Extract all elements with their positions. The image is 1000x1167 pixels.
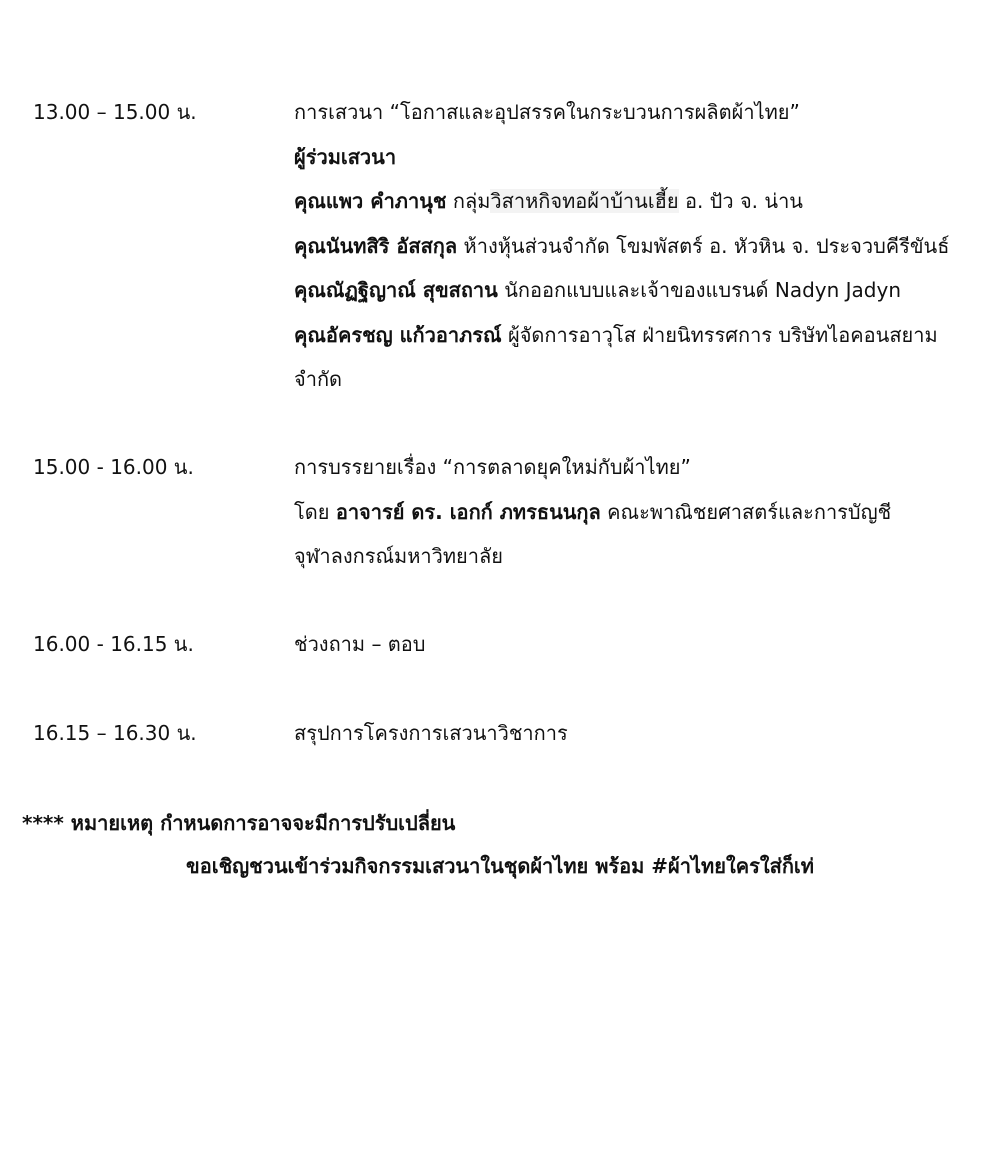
session-time: 15.00 - 16.00 น. [33, 455, 194, 479]
session-title: การบรรยายเรื่อง “การตลาดยุคใหม่กับผ้าไทย” [294, 455, 691, 479]
speaker-org-highlight: วิสาหกิจทอผ้าบ้านเฮี้ย [490, 189, 679, 213]
session-time: 16.15 – 16.30 น. [33, 721, 197, 745]
speaker-name: คุณอัครชญ แก้วอาภรณ์ [294, 322, 502, 347]
speaker-org: ผู้จัดการอาวุโส ฝ่ายนิทรรศการ บริษัทไอคอนสยาม [507, 322, 938, 347]
session-title: ช่วงถาม – ตอบ [294, 632, 426, 656]
speaker-line [294, 313, 984, 358]
speaker-line [294, 224, 984, 269]
panel-subheading: ผู้ร่วมเสวนา [294, 144, 397, 169]
session-time: 16.00 - 16.15 น. [33, 632, 194, 656]
lecturer-org: คณะพาณิชยศาสตร์และการบัญชี [607, 499, 892, 524]
session-content [294, 622, 984, 667]
speaker-name: คุณแพว คำภานุช [294, 189, 447, 213]
session-content [294, 711, 984, 756]
session-content [294, 445, 984, 579]
session-content [294, 90, 984, 402]
lecturer-name: อาจารย์ ดร. เอกก์ ภทรธนนกุล [335, 499, 601, 524]
session-title: สรุปการโครงการเสวนาวิชาการ [294, 721, 568, 745]
session-title: การเสวนา “โอกาสและอุปสรรคในกระบวนการผลิตผ้าไทย” [294, 100, 800, 124]
schedule-note: **** หมายเหตุ กำหนดการอาจจะมีการปรับเปลี่ยน [22, 811, 456, 835]
speaker-line [294, 179, 984, 224]
speaker-line [294, 268, 984, 313]
speaker-org-continuation: จำกัด [294, 367, 343, 391]
by-prefix: โดย [294, 499, 330, 524]
speaker-name: คุณณัฏฐิญาณ์ สุขสถาน [294, 278, 498, 302]
speaker-org-prefix: กลุ่ม [452, 189, 491, 213]
speaker-org: ห้างหุ้นส่วนจำกัด โขมพัสตร์ อ. หัวหิน จ. ประจวบคีรีขันธ์ [463, 233, 950, 258]
lecturer-line [294, 490, 984, 535]
invitation-text: ขอเชิญชวนเข้าร่วมกิจกรรมเสวนาในชุดผ้าไทย พร้อม #ผ้าไทยใครใส่ก็เท่ [186, 854, 814, 878]
speaker-org: นักออกแบบและเจ้าของแบรนด์ Nadyn Jadyn [504, 278, 902, 302]
speaker-name: คุณนันทสิริ อัสสกุล [294, 233, 458, 258]
session-time: 13.00 – 15.00 น. [33, 100, 197, 124]
speaker-org-location: อ. ปัว จ. น่าน [678, 189, 803, 213]
lecturer-org-continuation: จุฬาลงกรณ์มหาวิทยาลัย [294, 544, 503, 568]
